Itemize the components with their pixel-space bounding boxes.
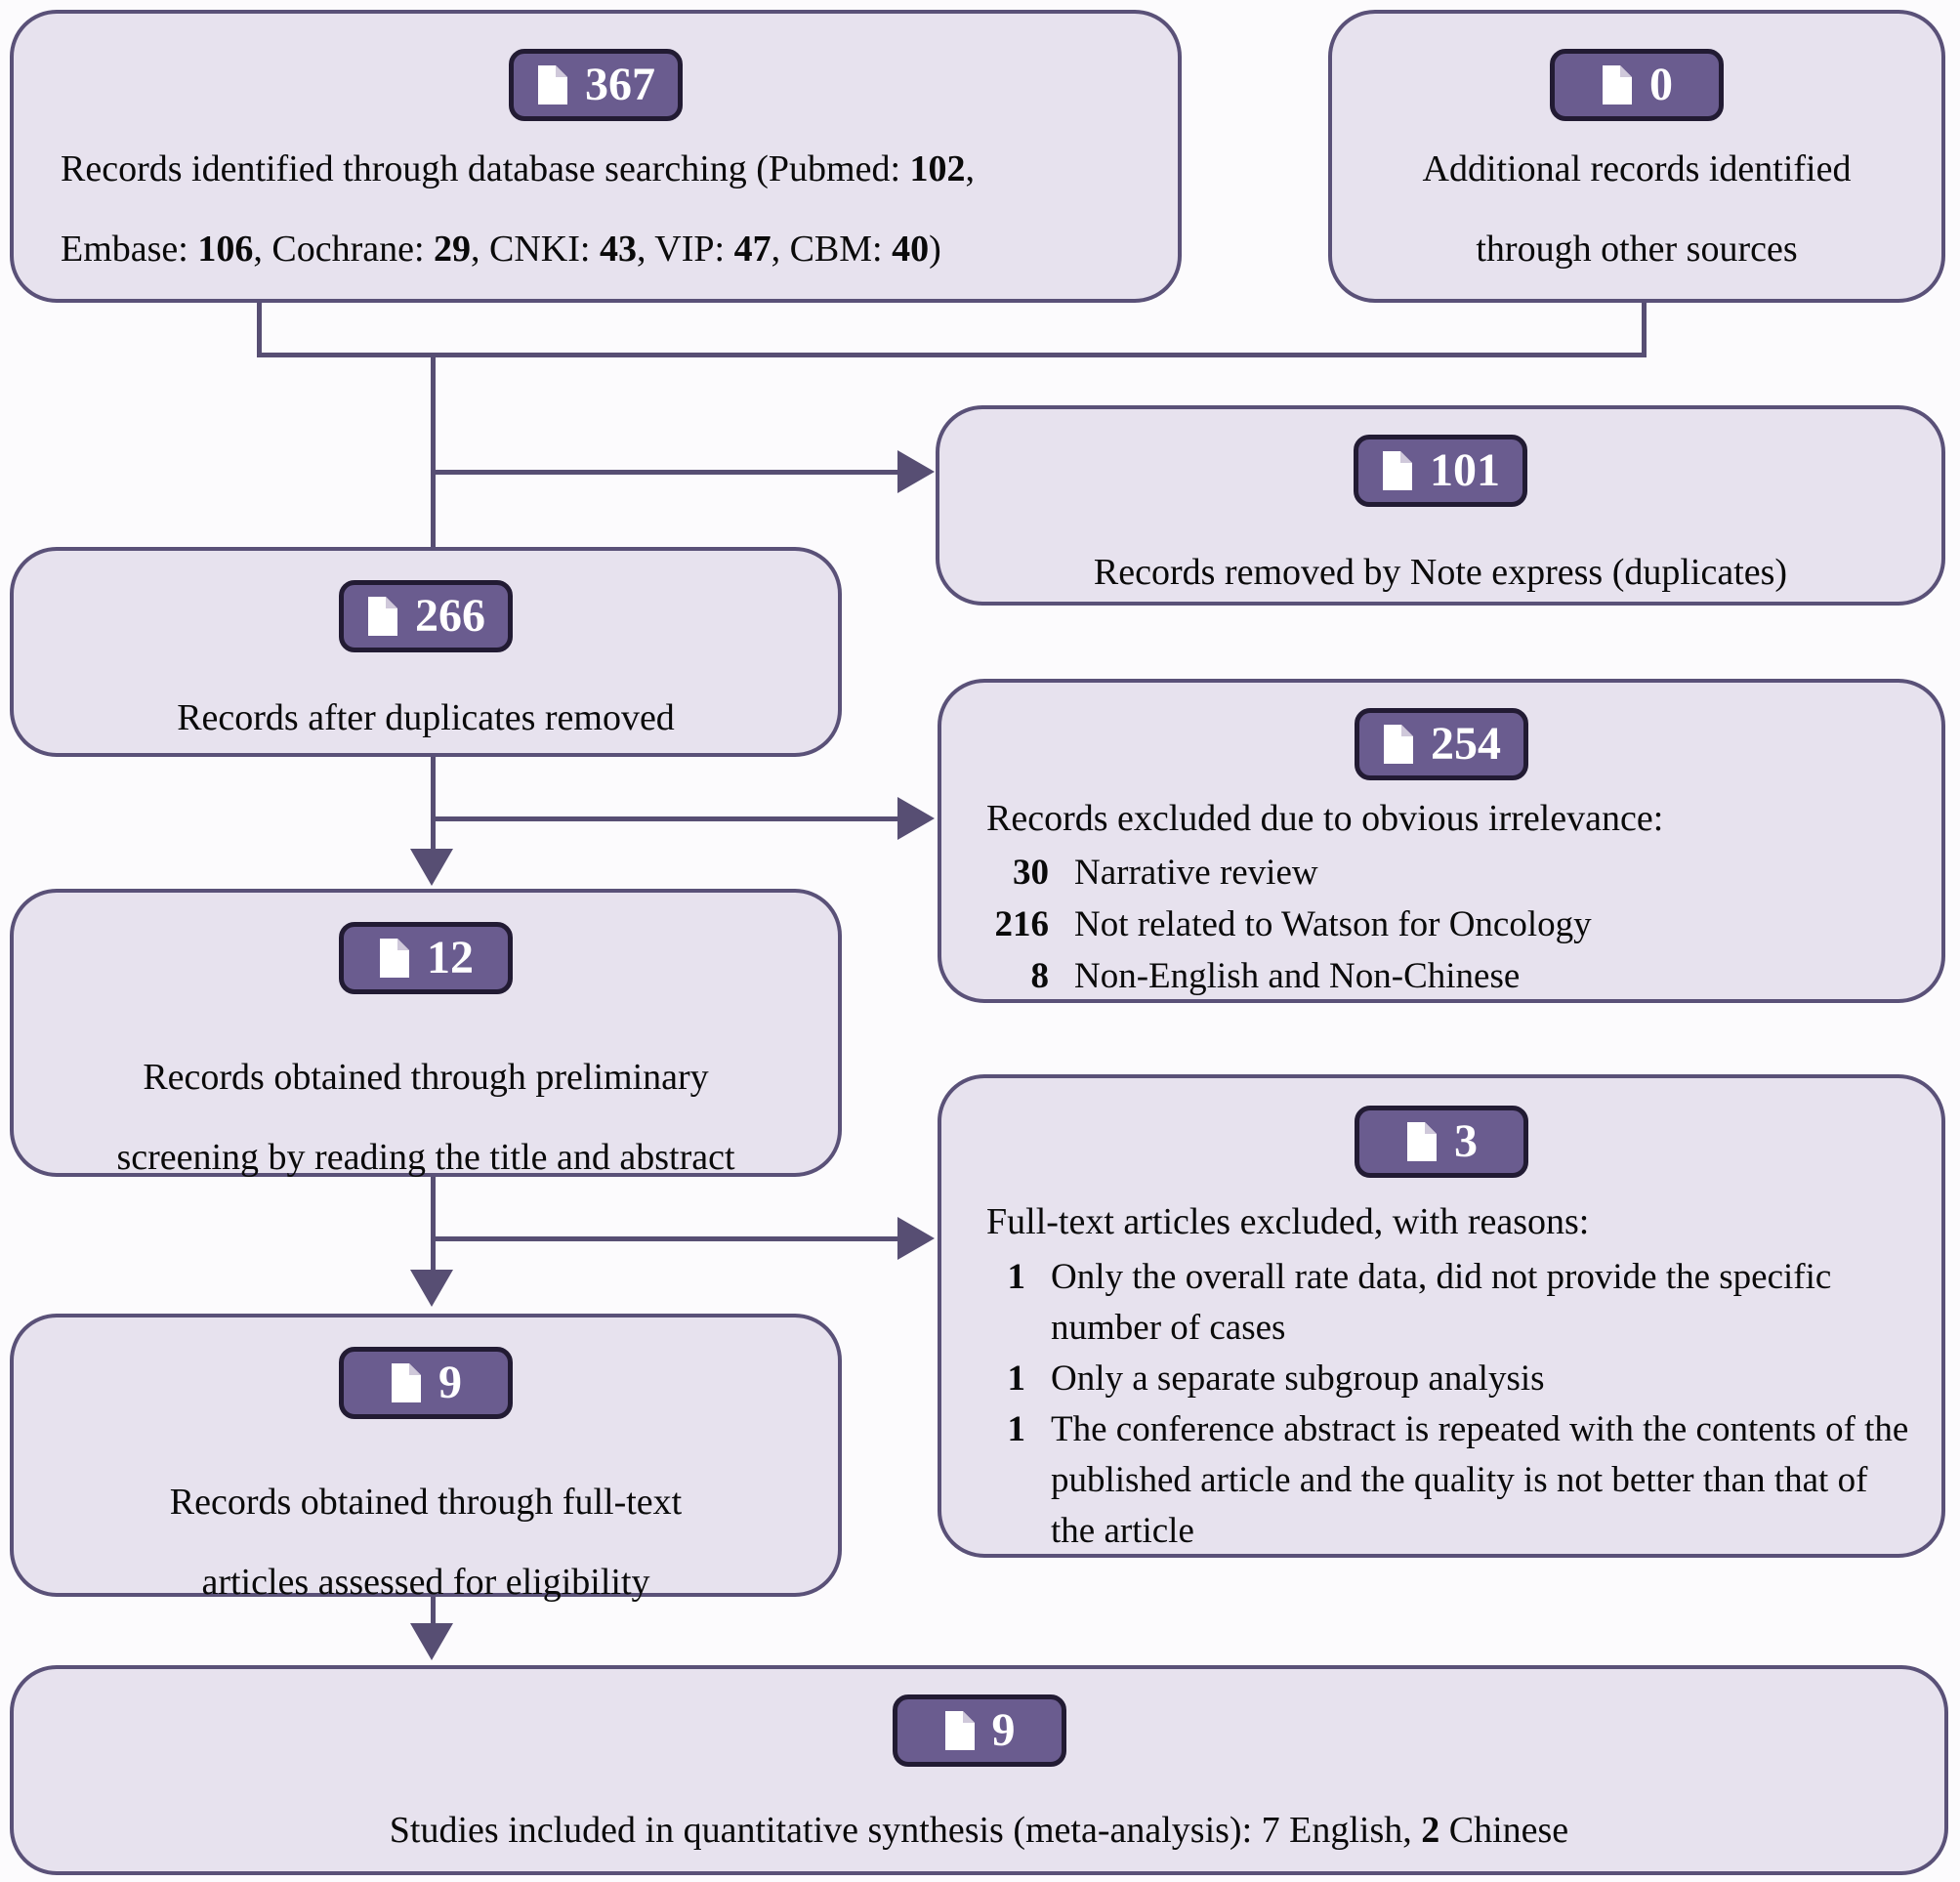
list-item: [986, 1354, 1910, 1404]
item-count: 1: [1007, 1359, 1025, 1399]
arrow-down-preliminary: [410, 849, 453, 886]
exclusion-heading: Records excluded due to obvious irrelevance:: [986, 798, 1664, 839]
document-icon: [1601, 63, 1634, 106]
box-preliminary-screening: [10, 889, 842, 1177]
count-badge-identified: [509, 49, 683, 121]
arrow-down-eligibility: [410, 1270, 453, 1307]
box-label: Studies included in quantitative synthesis (meta-analysis): 7 English, 2 Chinese: [389, 1810, 1569, 1851]
count-badge-irrelevance: [1355, 708, 1528, 780]
box-label-line2: Embase: 106, Cochrane: 29, CNKI: 43, VIP: 47, CBM: 40): [61, 229, 941, 270]
box-label: Records removed by Note express (duplicates): [1093, 552, 1788, 593]
exclusion-list: [986, 847, 1904, 1002]
count-badge-preliminary: [339, 922, 513, 994]
document-icon: [378, 937, 411, 980]
item-label: Narrative review: [1074, 853, 1318, 893]
record-count: 12: [427, 932, 474, 983]
exclusion-heading: Full-text articles excluded, with reasons:: [986, 1201, 1590, 1242]
box-records-identified: [10, 10, 1182, 303]
box-label-line1: Additional records identified: [1422, 148, 1852, 189]
item-label: The conference abstract is repeated with the contents of the published article and the quality is not better than that of the article: [1051, 1409, 1909, 1551]
connector-branch-irrelevance: [431, 816, 897, 821]
document-icon: [1382, 723, 1415, 766]
document-icon: [1405, 1120, 1439, 1163]
box-label: Records after duplicates removed: [177, 697, 675, 738]
connector-merge-rail: [257, 353, 1647, 357]
count-badge-additional: [1550, 49, 1724, 121]
item-label: Only the overall rate data, did not provide the specific number of cases: [1051, 1257, 1832, 1348]
item-label: Not related to Watson for Oncology: [1074, 904, 1592, 944]
connector-main-2: [431, 755, 436, 853]
document-icon: [536, 63, 569, 106]
box-label-line2: through other sources: [1476, 229, 1798, 270]
box-label-line1: Records identified through database searching (Pubmed: 102,: [61, 148, 976, 189]
list-item: [986, 899, 1904, 950]
record-count: 9: [991, 1704, 1016, 1756]
item-count: 1: [1007, 1257, 1025, 1297]
box-label-line1: Records obtained through preliminary: [143, 1057, 709, 1098]
connector-branch-fulltext-excluded: [431, 1236, 897, 1241]
connector-main-1: [431, 353, 436, 549]
record-count: 367: [585, 59, 655, 110]
box-label-line2: screening by reading the title and abstract: [116, 1137, 735, 1178]
record-count: 9: [438, 1357, 462, 1408]
record-count: 266: [415, 590, 485, 642]
list-item: [986, 847, 1904, 899]
count-badge-eligibility: [339, 1347, 513, 1419]
box-label: [14, 1037, 838, 1197]
box-label-line2: articles assessed for eligibility: [201, 1562, 650, 1603]
list-item: [986, 1252, 1910, 1354]
record-count: 254: [1431, 718, 1501, 770]
document-icon: [366, 595, 399, 638]
arrow-down-included: [410, 1623, 453, 1660]
record-count: 3: [1454, 1115, 1478, 1167]
count-badge-included: [893, 1694, 1066, 1767]
box-fulltext-excluded: [938, 1074, 1945, 1558]
connector-branch-duplicates: [431, 470, 897, 475]
box-label-line1: Records obtained through full-text: [169, 1482, 683, 1523]
arrow-right-fulltext-excluded: [897, 1217, 935, 1260]
exclusion-list: [986, 1252, 1910, 1557]
document-icon: [943, 1709, 977, 1752]
box-records-excluded-irrelevance: [938, 679, 1945, 1003]
item-count: 216: [994, 904, 1049, 944]
connector-stub-identified: [257, 301, 262, 357]
count-badge-after-duplicates: [339, 580, 513, 652]
box-records-removed-duplicates: [936, 405, 1945, 606]
item-label: Non-English and Non-Chinese: [1074, 956, 1521, 996]
document-icon: [1381, 449, 1414, 492]
connector-stub-additional: [1642, 298, 1647, 357]
count-badge-removed: [1354, 435, 1527, 507]
item-count: 1: [1007, 1409, 1025, 1449]
list-item: [986, 1404, 1910, 1557]
item-label: Only a separate subgroup analysis: [1051, 1359, 1545, 1399]
record-count: 101: [1430, 444, 1500, 496]
count-badge-fulltext-excluded: [1355, 1106, 1528, 1178]
box-label: [14, 1462, 838, 1622]
item-count: 30: [1013, 853, 1049, 893]
box-label: [1332, 129, 1941, 289]
box-fulltext-assessed: [10, 1314, 842, 1603]
item-count: 8: [1030, 956, 1049, 996]
list-item: [986, 950, 1904, 1002]
box-label: [61, 129, 1139, 289]
box-additional-records: [1328, 10, 1945, 303]
record-count: 0: [1649, 59, 1673, 110]
arrow-right-duplicates: [897, 450, 935, 493]
arrow-right-irrelevance: [897, 797, 935, 840]
document-icon: [390, 1361, 423, 1404]
box-studies-included: [10, 1665, 1948, 1875]
box-records-after-duplicates: [10, 547, 842, 757]
